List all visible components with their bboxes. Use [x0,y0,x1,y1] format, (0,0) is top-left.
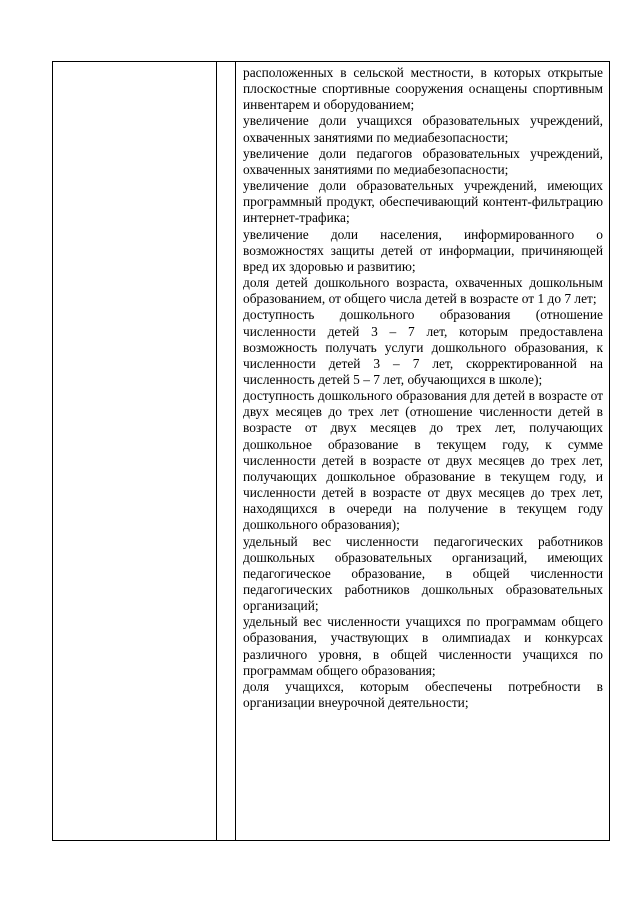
indicator-paragraph: удельный вес численности педагогических работников дошкольных образовательных организаций, имеющих педагогическое образование, в общей численности педагогических работников дошкольных образовательных организаций; [243,533,603,614]
indicator-paragraph: увеличение доли образовательных учреждений, имеющих программный продукт, обеспечивающий контент-фильтрацию интернет-трафика; [243,178,603,226]
column-divider [216,62,217,840]
indicator-paragraph: доступность дошкольного образования (отношение численности детей 3 – 7 лет, которым предоставлена возможность получать услуги дошкольного образования, к численности детей 3 – 7 лет, скорректированной на численность детей 5 – 7 лет, обучающихся в школе); [243,307,603,387]
document-table [52,61,610,841]
indicator-paragraph: доля детей дошкольного возраста, охваченных дошкольным образованием, от общего числа детей в возрасте от 1 до 7 лет; [243,275,603,307]
indicators-cell [243,65,603,711]
indicator-paragraph: увеличение доли населения, информированного о возможностях защиты детей от информации, причиняющей вред их здоровью и развитию; [243,226,603,274]
indicator-paragraph: удельный вес численности учащихся по программам общего образования, участвующих в олимпиадах и конкурсах различного уровня, в общей численности учащихся по программам общего образования; [243,614,603,678]
indicator-paragraph: доступность дошкольного образования для детей в возрасте от двух месяцев до трех лет (отношение численности детей в возрасте от двух месяцев до трех лет, получающих дошкольное образование в текущем году, к сумме численности детей в возрасте от двух месяцев до трех лет, получающих дошкольное образование в текущем году, и численности детей в возрасте от двух месяцев до трех лет, находящихся в очереди на получение в текущем году дошкольного образования); [243,388,603,533]
indicator-paragraph: расположенных в сельской местности, в которых открытые плоскостные спортивные сооружения оснащены спортивным инвентарем и оборудованием; [243,65,603,113]
indicator-paragraph: увеличение доли педагогов образовательных учреждений, охваченных занятиями по медиабезопасности; [243,145,603,177]
column-divider [235,62,236,840]
indicator-paragraph: доля учащихся, которым обеспечены потребности в организации внеурочной деятельности; [243,678,603,711]
indicator-paragraph: увеличение доли учащихся образовательных учреждений, охваченных занятиями по медиабезопасности; [243,113,603,145]
